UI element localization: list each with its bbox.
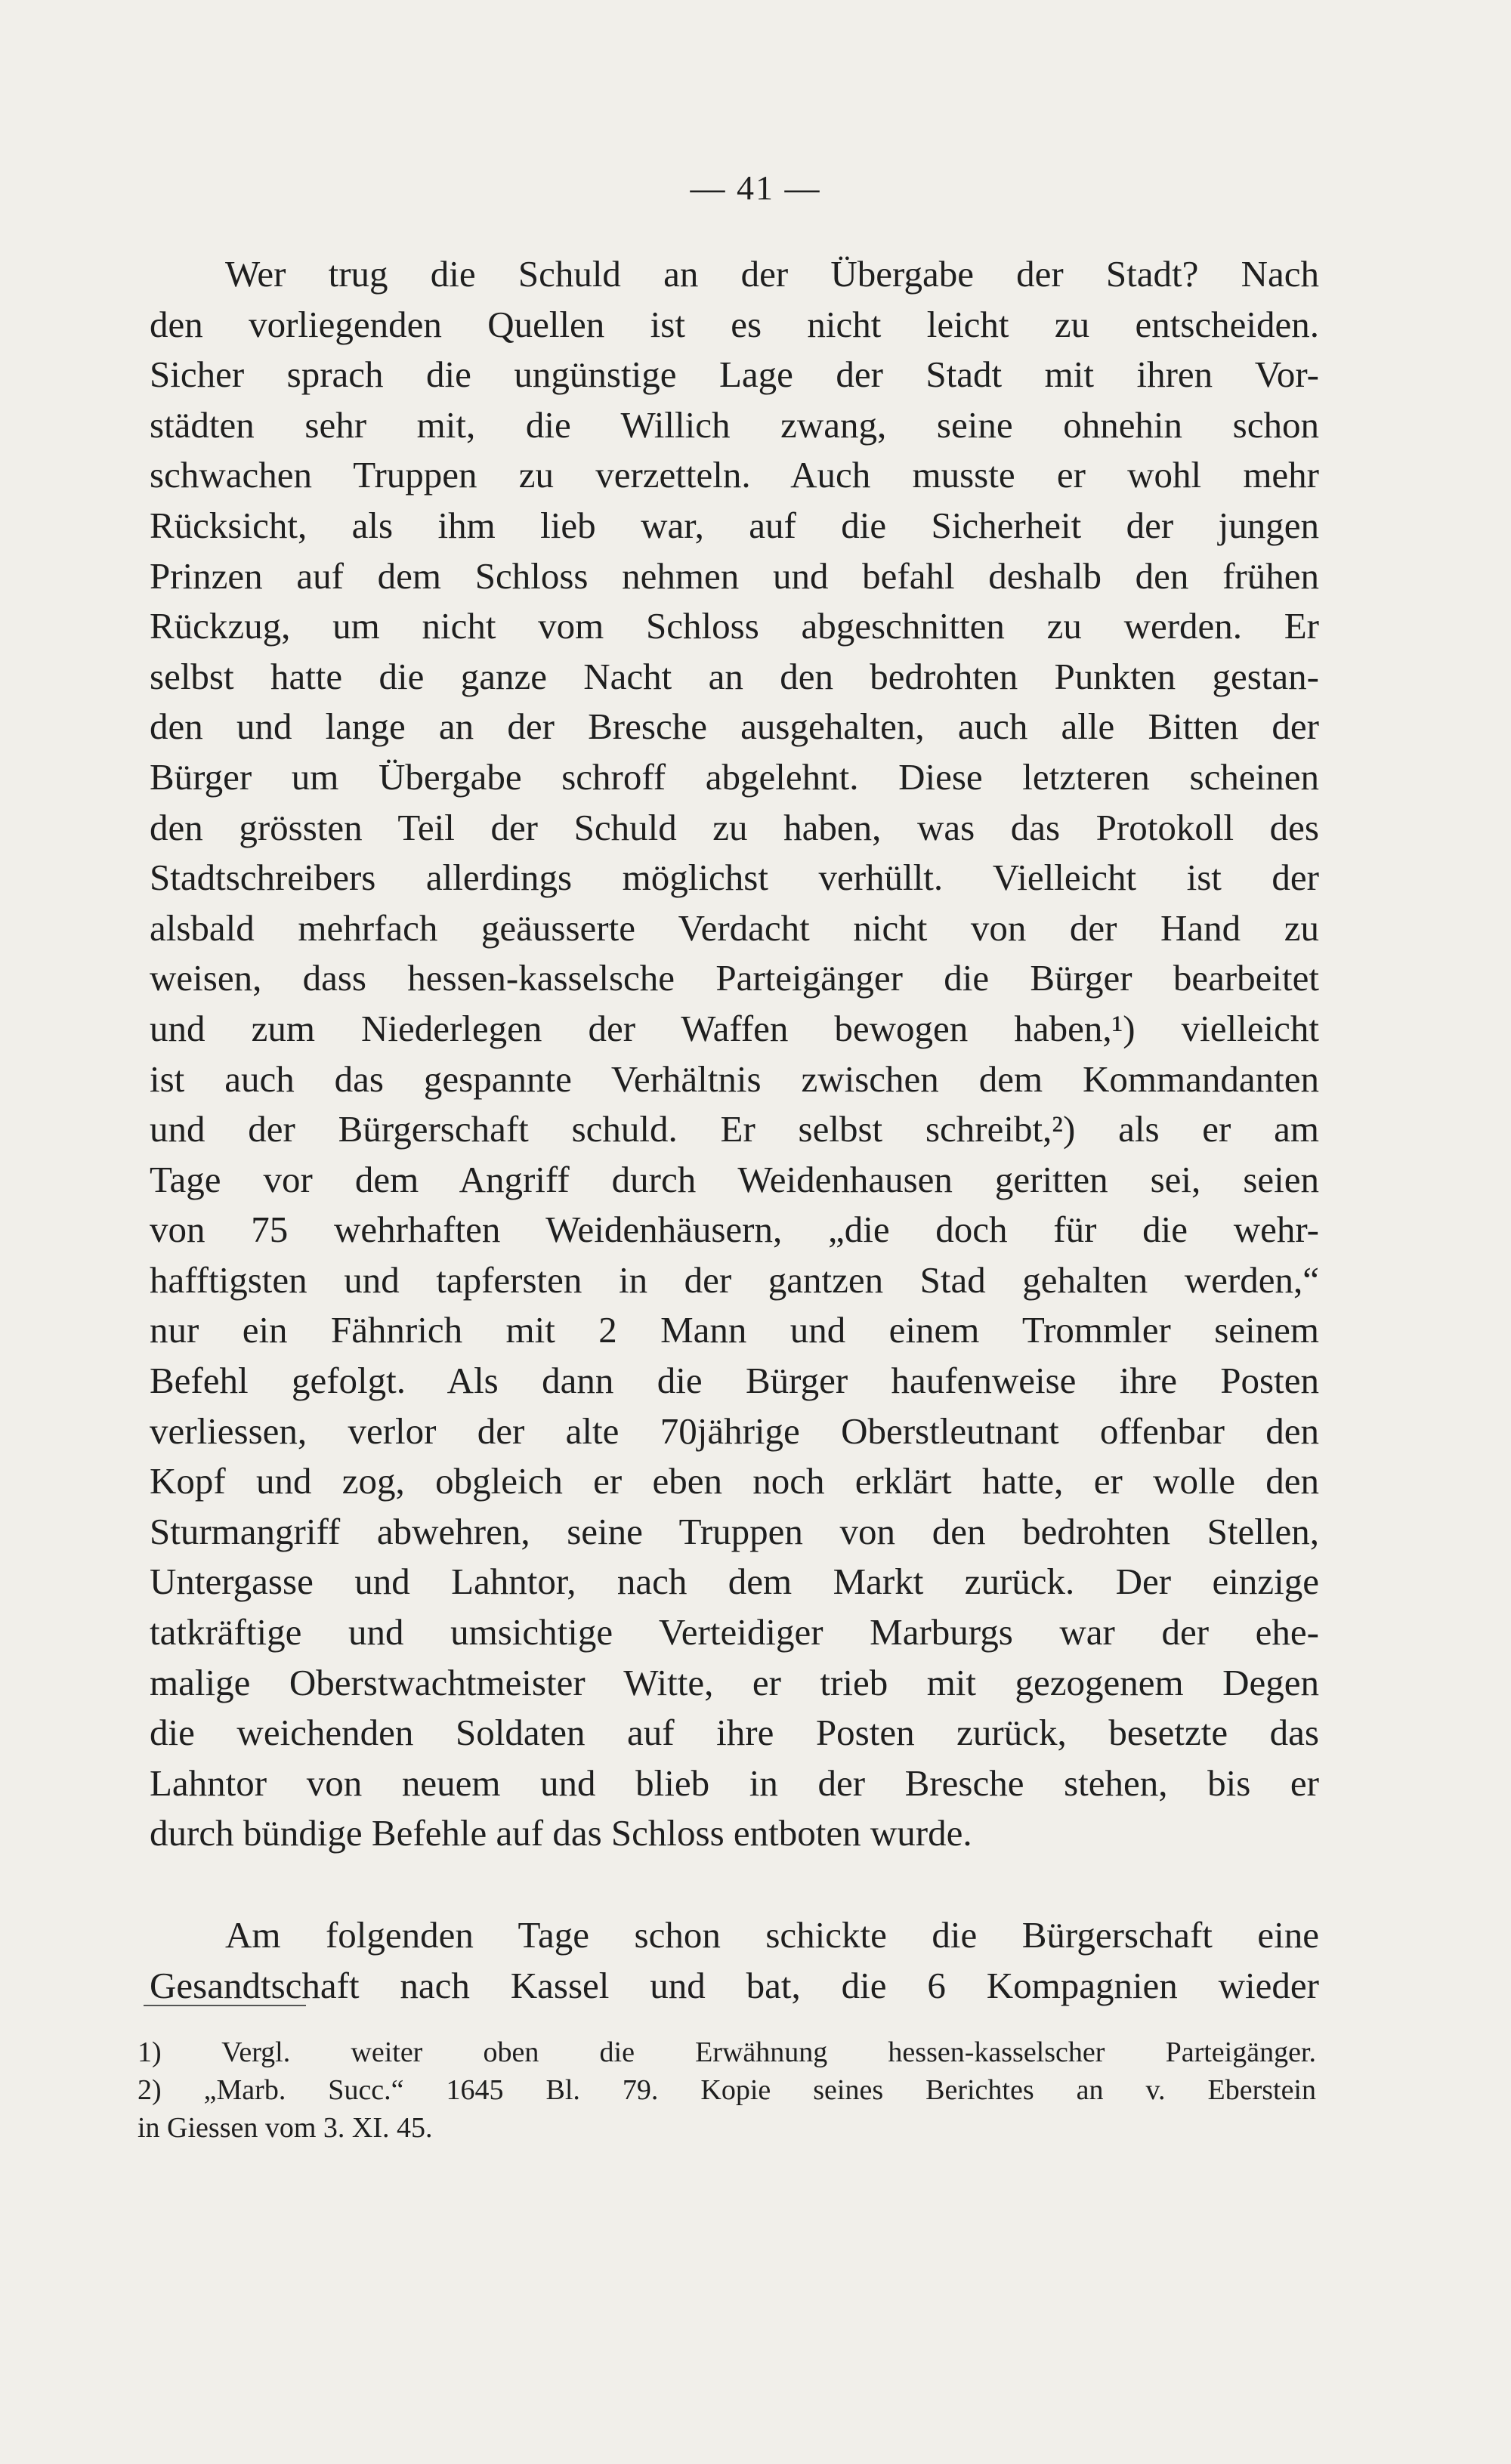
text-line: und zum Niederlegen der Waffen bewogen haben,¹) vielleicht: [150, 1007, 1319, 1049]
text-line: Untergasse und Lahntor, nach dem Markt zurück. Der einzige: [150, 1561, 1319, 1603]
text-line: Befehl gefolgt. Als dann die Bürger haufenweise ihre Posten: [150, 1360, 1319, 1402]
text-line: malige Oberstwachtmeister Witte, er trieb mit gezogenem Degen: [150, 1661, 1319, 1703]
text-line: die weichenden Soldaten auf ihre Posten zurück, besetzte das: [150, 1712, 1319, 1754]
text-line: Tage vor dem Angriff durch Weidenhausen geritten sei, seien: [150, 1158, 1319, 1200]
text-line: Sturmangriff abwehren, seine Truppen von den bedrohten Stellen,: [150, 1510, 1319, 1552]
text-line: selbst hatte die ganze Nacht an den bedrohten Punkten gestan-: [150, 655, 1319, 697]
text-line: Bürger um Übergabe schroff abgelehnt. Diese letzteren scheinen: [150, 755, 1319, 798]
text-line: Wer trug die Schuld an der Übergabe der Stadt? Nach: [225, 253, 1319, 295]
footnote-line: 2) „Marb. Succ.“ 1645 Bl. 79. Kopie seines Berichtes an v. Eberstein: [138, 2074, 1316, 2106]
text-line: weisen, dass hessen-kasselsche Parteigänger die Bürger bearbeitet: [150, 957, 1319, 999]
text-line: und der Bürgerschaft schuld. Er selbst schreibt,²) als er am: [150, 1108, 1319, 1150]
text-line: den und lange an der Bresche ausgehalten, auch alle Bitten der: [150, 706, 1319, 748]
footnotes: [138, 2033, 1316, 2147]
text-line: städten sehr mit, die Willich zwang, seine ohnehin schon: [150, 403, 1319, 446]
text-line: nur ein Fähnrich mit 2 Mann und einem Trommler seinem: [150, 1309, 1319, 1351]
text-line: Am folgenden Tage schon schickte die Bürgerschaft eine: [225, 1914, 1319, 1956]
footnote-line: in Giessen vom 3. XI. 45.: [138, 2112, 433, 2144]
paragraph-gap: [150, 1859, 1319, 1910]
text-line: Kopf und zog, obgleich er eben noch erklärt hatte, er wolle den: [150, 1460, 1319, 1502]
text-line: den vorliegenden Quellen ist es nicht leicht zu entscheiden.: [150, 303, 1319, 345]
text-line: Prinzen auf dem Schloss nehmen und befahl deshalb den frühen: [150, 554, 1319, 597]
text-line: hafftigsten und tapfersten in der gantzen Stad gehalten werden,“: [150, 1258, 1319, 1301]
text-line: Sicher sprach die ungünstige Lage der Stadt mit ihren Vor-: [150, 354, 1319, 396]
text-line: Gesandtschaft nach Kassel und bat, die 6 Kompagnien wieder: [150, 1964, 1319, 2006]
text-line: von 75 wehrhaften Weidenhäusern, „die doch für die wehr-: [150, 1209, 1319, 1251]
text-line: schwachen Truppen zu verzetteln. Auch musste er wohl mehr: [150, 454, 1319, 496]
page-number: — 41 —: [690, 168, 821, 207]
footnote-separator: [144, 2005, 306, 2006]
text-line: tatkräftige und umsichtige Verteidiger Marburgs war der ehe-: [150, 1611, 1319, 1653]
text-line: durch bündige Befehle auf das Schloss entboten wurde.: [150, 1812, 972, 1854]
paragraph: [150, 249, 1319, 1859]
paragraph: [150, 1910, 1319, 2011]
text-line: alsbald mehrfach geäusserte Verdacht nicht von der Hand zu: [150, 906, 1319, 949]
footnote-line: 1) Vergl. weiter oben die Erwähnung hessen-kasselscher Parteigänger.: [138, 2036, 1316, 2068]
body-text: [150, 249, 1319, 2011]
text-line: Lahntor von neuem und blieb in der Bresche stehen, bis er: [150, 1762, 1319, 1804]
text-line: ist auch das gespannte Verhältnis zwischen dem Kommandanten: [150, 1058, 1319, 1100]
text-line: Rücksicht, als ihm lieb war, auf die Sicherheit der jungen: [150, 504, 1319, 546]
text-line: Stadtschreibers allerdings möglichst verhüllt. Vielleicht ist der: [150, 857, 1319, 899]
text-line: den grössten Teil der Schuld zu haben, was das Protokoll des: [150, 806, 1319, 848]
text-line: verliessen, verlor der alte 70jährige Oberstleutnant offenbar den: [150, 1410, 1319, 1452]
text-line: Rückzug, um nicht vom Schloss abgeschnitten zu werden. Er: [150, 605, 1319, 647]
